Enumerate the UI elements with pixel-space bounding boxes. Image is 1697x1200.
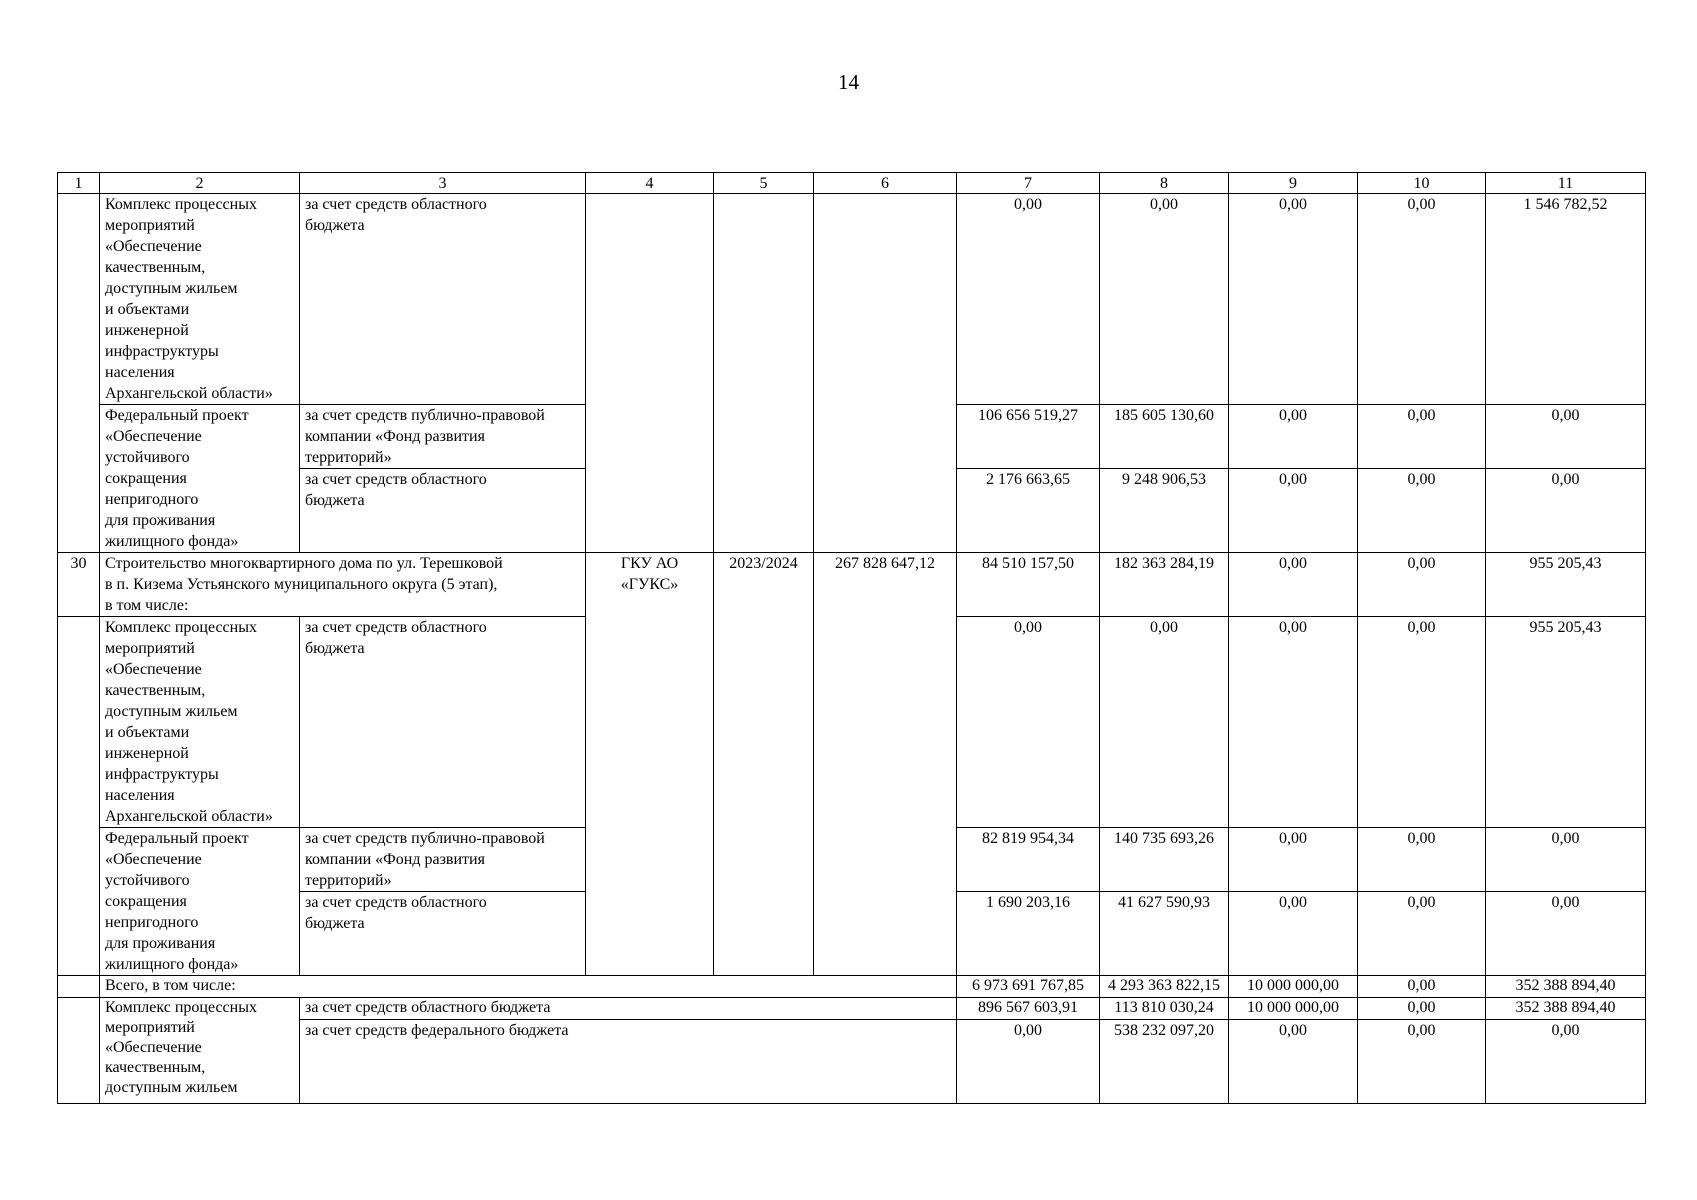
column-number: 11 (1486, 173, 1646, 194)
amount-cell: 10 000 000,00 (1229, 998, 1358, 1020)
total-label: Всего, в том числе: (100, 976, 957, 998)
amount-cell: 185 605 130,60 (1100, 405, 1229, 469)
amount-cell: 0,00 (1358, 617, 1486, 828)
amount-cell: 0,00 (1358, 194, 1486, 405)
amount-cell: 0,00 (1486, 469, 1646, 553)
amount-cell: 0,00 (1358, 1020, 1486, 1104)
column-number: 1 (58, 173, 100, 194)
amount-cell: 0,00 (1486, 892, 1646, 976)
funding-source: за счет средств областного бюджета (305, 196, 487, 234)
amount-cell: 0,00 (1229, 553, 1358, 617)
funding-source-cell (300, 828, 586, 892)
funding-source: за счет средств областного бюджета (305, 894, 487, 932)
customer-cell (586, 194, 714, 553)
column-number-row (58, 173, 1646, 194)
measure-name-cell (100, 617, 300, 828)
amount-cell: 41 627 590,93 (1100, 892, 1229, 976)
amount-cell: 955 205,43 (1486, 617, 1646, 828)
measure-name: Комплекс процессных мероприятий «Обеспечение качественным, доступным жильем (105, 999, 257, 1096)
funding-source-cell (300, 194, 586, 405)
measure-name: Федеральный проект «Обеспечение устойчивого сокращения непригодного для проживания жилищного фонда» (105, 830, 249, 973)
row-number-cell (58, 998, 100, 1104)
amount-cell: 1 690 203,16 (957, 892, 1100, 976)
measure-name-cell (100, 828, 300, 976)
amount-cell: 9 248 906,53 (1100, 469, 1229, 553)
cost-cell (814, 194, 957, 553)
amount-cell: 1 546 782,52 (1486, 194, 1646, 405)
amount-cell: 10 000 000,00 (1229, 976, 1358, 998)
amount-cell: 106 656 519,27 (957, 405, 1100, 469)
column-number: 3 (300, 173, 586, 194)
amount-cell: 0,00 (1358, 469, 1486, 553)
amount-cell: 4 293 363 822,15 (1100, 976, 1229, 998)
period: 2023/2024 (714, 553, 814, 976)
amount-cell: 0,00 (1229, 892, 1358, 976)
funding-source: за счет средств областного бюджета (300, 998, 957, 1020)
amount-cell: 2 176 663,65 (957, 469, 1100, 553)
measure-name: Федеральный проект «Обеспечение устойчивого сокращения непригодного для проживания жилищного фонда» (105, 407, 249, 550)
amount-cell: 0,00 (1486, 828, 1646, 892)
budget-table (57, 172, 1646, 1104)
amount-cell: 896 567 603,91 (957, 998, 1100, 1020)
amount-cell: 0,00 (1229, 405, 1358, 469)
amount-cell: 140 735 693,26 (1100, 828, 1229, 892)
column-number: 4 (586, 173, 714, 194)
amount-cell: 352 388 894,40 (1486, 976, 1646, 998)
measure-name: Комплекс процессных мероприятий «Обеспечение качественным, доступным жильем и объектами инженерной инфраструктуры населения Архангельской области» (105, 196, 273, 402)
amount-cell: 0,00 (1486, 405, 1646, 469)
amount-cell: 0,00 (1358, 892, 1486, 976)
amount-cell: 182 363 284,19 (1100, 553, 1229, 617)
amount-cell: 0,00 (1229, 194, 1358, 405)
amount-cell: 0,00 (1358, 976, 1486, 998)
amount-cell: 0,00 (1229, 828, 1358, 892)
customer: ГКУ АО «ГУКС» (620, 555, 679, 593)
amount-cell: 352 388 894,40 (1486, 998, 1646, 1020)
customer-cell (586, 553, 714, 976)
amount-cell: 113 810 030,24 (1100, 998, 1229, 1020)
table-row (58, 194, 1646, 405)
column-number: 8 (1100, 173, 1229, 194)
funding-source-cell (300, 892, 586, 976)
measure-name: Комплекс процессных мероприятий «Обеспечение качественным, доступным жильем и объектами инженерной инфраструктуры населения Архангельской области» (105, 619, 273, 825)
object-name-cell (100, 553, 586, 617)
amount-cell: 0,00 (957, 1020, 1100, 1104)
column-number: 10 (1358, 173, 1486, 194)
funding-source: за счет средств федерального бюджета (300, 1020, 957, 1104)
column-number: 2 (100, 173, 300, 194)
object-name: Строительство многоквартирного дома по ул. Терешковой в п. Кизема Устьянского муниципального округа (5 этап), в том числе: (105, 555, 503, 614)
measure-name-cell (100, 405, 300, 553)
amount-cell: 0,00 (1100, 194, 1229, 405)
amount-cell: 0,00 (1358, 405, 1486, 469)
funding-source: за счет средств публично-правовой компании «Фонд развития территорий» (305, 407, 545, 466)
table-row (58, 998, 1646, 1020)
row-number-cell (58, 617, 100, 976)
funding-source-cell (300, 469, 586, 553)
column-number: 9 (1229, 173, 1358, 194)
amount-cell: 0,00 (1486, 1020, 1646, 1104)
page-number: 14 (838, 70, 859, 94)
amount-cell: 0,00 (957, 617, 1100, 828)
table-row (58, 553, 1646, 617)
amount-cell: 0,00 (1358, 828, 1486, 892)
amount-cell: 82 819 954,34 (957, 828, 1100, 892)
amount-cell: 0,00 (957, 194, 1100, 405)
row-number-cell (58, 194, 100, 553)
amount-cell: 0,00 (1229, 1020, 1358, 1104)
row-number-cell (58, 976, 100, 998)
column-number: 7 (957, 173, 1100, 194)
column-number: 6 (814, 173, 957, 194)
amount-cell: 6 973 691 767,85 (957, 976, 1100, 998)
row-number: 30 (58, 553, 100, 617)
funding-source-cell (300, 617, 586, 828)
amount-cell: 0,00 (1229, 469, 1358, 553)
amount-cell: 0,00 (1358, 998, 1486, 1020)
amount-cell: 955 205,43 (1486, 553, 1646, 617)
amount-cell: 538 232 097,20 (1100, 1020, 1229, 1104)
measure-name-cell (100, 194, 300, 405)
amount-cell: 0,00 (1358, 553, 1486, 617)
measure-name-cell (100, 998, 300, 1104)
amount-cell: 84 510 157,50 (957, 553, 1100, 617)
funding-source-cell (300, 405, 586, 469)
period-cell (714, 194, 814, 553)
funding-source: за счет средств областного бюджета (305, 619, 487, 657)
amount-cell: 0,00 (1100, 617, 1229, 828)
amount-cell: 0,00 (1229, 617, 1358, 828)
cost: 267 828 647,12 (814, 553, 957, 976)
total-row (58, 976, 1646, 998)
column-number: 5 (714, 173, 814, 194)
funding-source: за счет средств областного бюджета (305, 471, 487, 509)
funding-source: за счет средств публично-правовой компании «Фонд развития территорий» (305, 830, 545, 889)
